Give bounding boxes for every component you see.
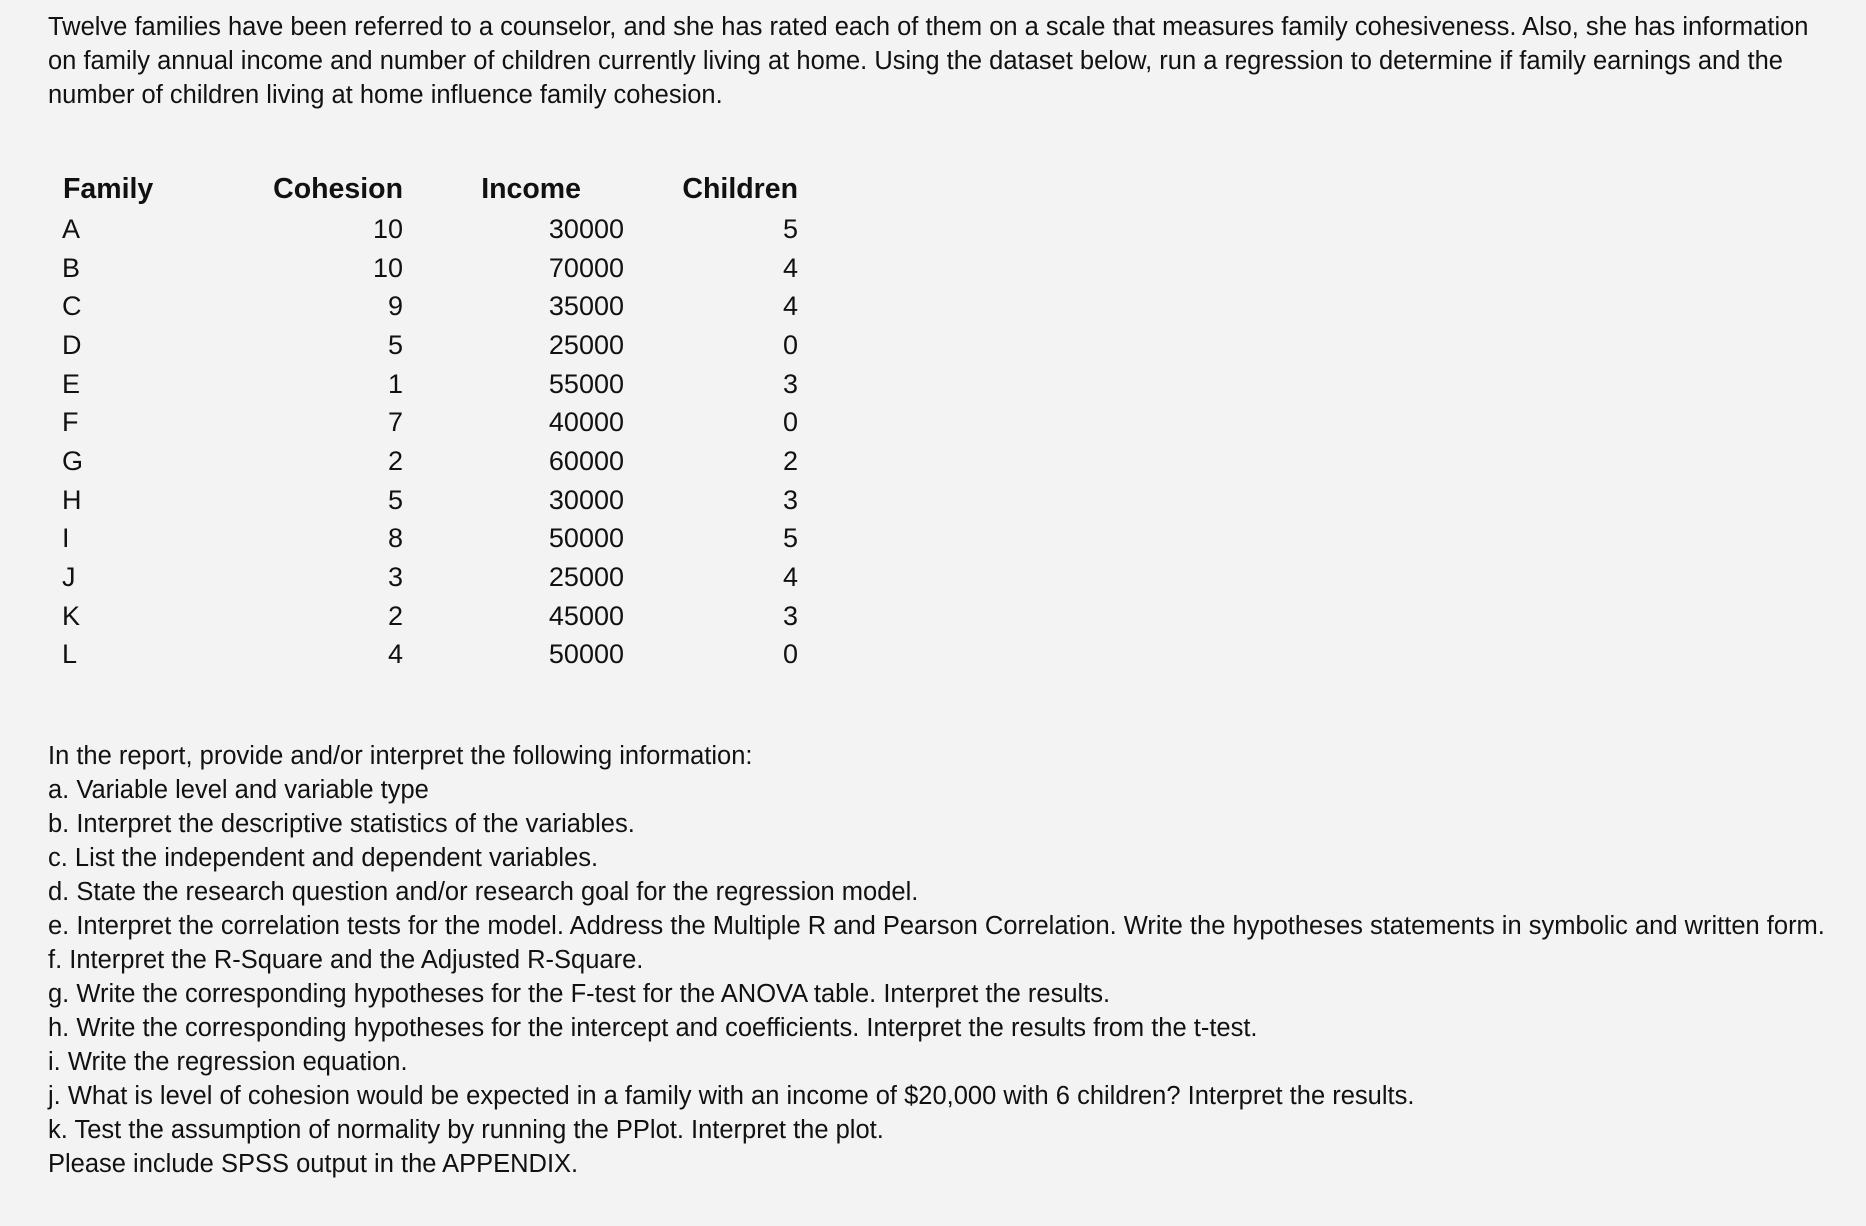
table-row [48, 365, 798, 404]
cell-cohesion: 5 [387, 329, 403, 360]
table-row [48, 403, 798, 442]
cell-income: 25000 [548, 329, 624, 360]
table-row [48, 597, 798, 636]
cell-income: 55000 [548, 368, 624, 399]
cell-cohesion: 2 [387, 445, 403, 476]
table-row [48, 442, 798, 481]
cell-cohesion: 2 [387, 600, 403, 631]
header-family: Family [63, 172, 154, 205]
cell-income: 50000 [548, 639, 624, 670]
instruction-item-c: c. List the independent and dependent variables. [48, 844, 599, 872]
cell-family: F [62, 407, 79, 438]
instruction-item-d: d. State the research question and/or research goal for the regression model. [48, 878, 919, 906]
cell-income: 70000 [548, 252, 624, 283]
cell-cohesion: 10 [372, 252, 403, 283]
cell-family: C [62, 291, 82, 322]
cell-family: I [62, 523, 70, 554]
instruction-item-i: i. Write the regression equation. [48, 1048, 408, 1076]
cell-family: J [62, 562, 76, 593]
cell-children: 5 [782, 213, 798, 244]
header-cohesion: Cohesion [273, 172, 403, 205]
cell-children: 3 [782, 484, 798, 515]
cell-family: G [62, 445, 84, 476]
table-row [48, 287, 798, 326]
cell-children: 0 [782, 329, 798, 360]
cell-family: E [62, 368, 81, 399]
cell-income: 60000 [548, 445, 624, 476]
cell-cohesion: 4 [387, 639, 403, 670]
instructions-block [48, 739, 1828, 1181]
cell-cohesion: 1 [387, 368, 403, 399]
cell-income: 40000 [548, 407, 624, 438]
instruction-item-f: f. Interpret the R-Square and the Adjusted R-Square. [48, 946, 644, 974]
cell-children: 4 [782, 291, 798, 322]
family-data-table [48, 168, 798, 674]
cell-family: D [62, 329, 82, 360]
cell-children: 0 [782, 407, 798, 438]
intro-paragraph: Twelve families have been referred to a counselor, and she has rated each of them on a scale that measures family cohesiveness. Also, she has information on family annual income and number of children currently living at home. Using the dataset below, run a regression to determine if family earnings and the number of children living at home influence family cohesion. [48, 13, 1809, 109]
instruction-item-g: g. Write the corresponding hypotheses for the F-test for the ANOVA table. Interpret the results. [48, 980, 1111, 1008]
cell-children: 0 [782, 639, 798, 670]
table-row [48, 481, 798, 520]
cell-income: 30000 [548, 484, 624, 515]
table-row [48, 210, 798, 249]
cell-income: 45000 [548, 600, 624, 631]
instruction-item-b: b. Interpret the descriptive statistics of the variables. [48, 810, 635, 838]
cell-income: 50000 [548, 523, 624, 554]
instruction-item-h: h. Write the corresponding hypotheses for the intercept and coefficients. Interpret the results from the t-test. [48, 1014, 1258, 1042]
instruction-item-j: j. What is level of cohesion would be expected in a family with an income of $20,000 with 6 children? Interpret the results. [48, 1082, 1415, 1110]
header-income: Income [481, 172, 581, 205]
cell-cohesion: 10 [372, 213, 403, 244]
cell-children: 4 [782, 252, 798, 283]
cell-children: 3 [782, 600, 798, 631]
cell-income: 35000 [548, 291, 624, 322]
table-row [48, 558, 798, 597]
instruction-item-e: e. Interpret the correlation tests for the model. Address the Multiple R and Pearson Correlation. Write the hypotheses statements in symbolic and written form. [48, 912, 1825, 940]
cell-children: 2 [782, 445, 798, 476]
cell-family: L [62, 639, 78, 670]
instruction-item-a: a. Variable level and variable type [48, 776, 429, 804]
cell-children: 5 [782, 523, 798, 554]
instructions-lead: In the report, provide and/or interpret the following information: [48, 742, 753, 770]
cell-cohesion: 3 [387, 562, 403, 593]
table-row [48, 249, 798, 288]
appendix-note: Please include SPSS output in the APPENDIX. [48, 1150, 579, 1178]
table-header-row [48, 168, 798, 210]
cell-income: 25000 [548, 562, 624, 593]
instruction-item-k: k. Test the assumption of normality by running the PPlot. Interpret the plot. [48, 1116, 884, 1144]
cell-cohesion: 5 [387, 484, 403, 515]
header-children: Children [682, 172, 798, 205]
cell-family: B [62, 252, 81, 283]
table-row [48, 520, 798, 559]
cell-cohesion: 7 [387, 407, 403, 438]
cell-cohesion: 8 [387, 523, 403, 554]
cell-cohesion: 9 [387, 291, 403, 322]
cell-family: K [62, 600, 81, 631]
table-row [48, 636, 798, 675]
cell-family: H [62, 484, 82, 515]
cell-income: 30000 [548, 213, 624, 244]
cell-children: 3 [782, 368, 798, 399]
table-row [48, 326, 798, 365]
cell-family: A [62, 213, 81, 244]
cell-children: 4 [782, 562, 798, 593]
